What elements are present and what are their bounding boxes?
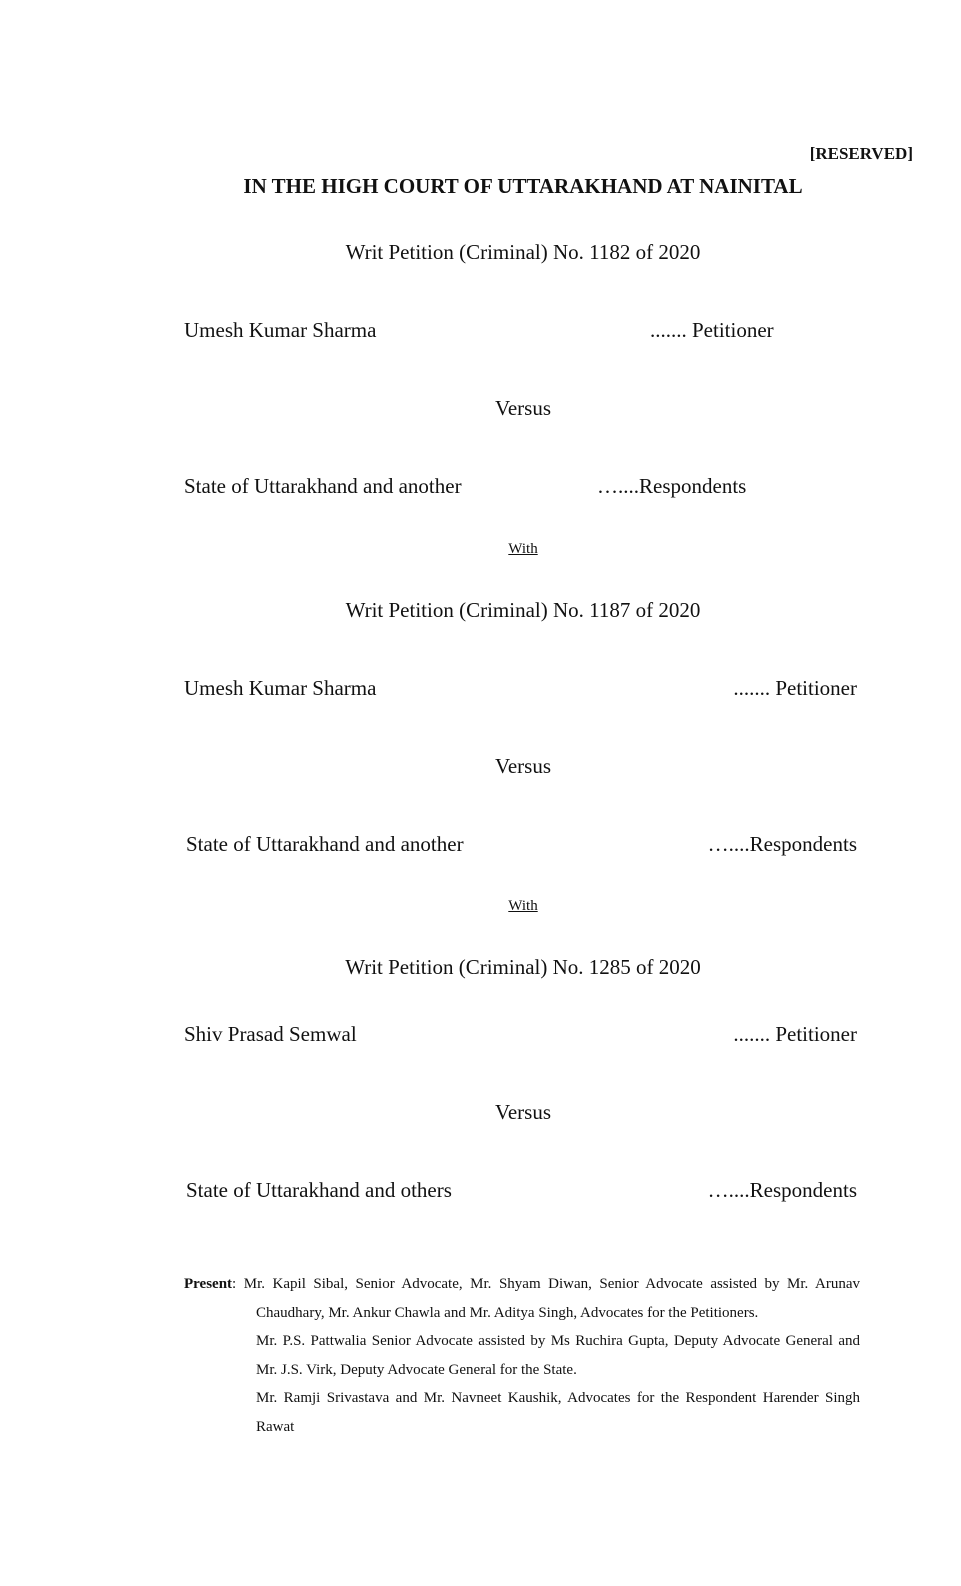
with-label-2: With	[508, 898, 538, 914]
case-2-respondent-role: …....Respondents	[707, 832, 857, 856]
present-label: Present	[184, 1276, 233, 1292]
case-1-respondent: State of Uttarakhand and another	[184, 474, 462, 498]
case-3-petitioner-role: ....... Petitioner	[733, 1022, 857, 1046]
case-1-petitioner: Umesh Kumar Sharma	[184, 318, 377, 342]
case-2-petitioner-role: ....... Petitioner	[733, 676, 857, 700]
case-2-respondent: State of Uttarakhand and another	[186, 832, 464, 856]
present-line-1: Mr. Kapil Sibal, Senior Advocate, Mr. Shyam Diwan, Senior Advocate assisted by Mr. Arunav Chaudhary, Mr. Ankur Chawla and Mr. Aditya Singh, Advocates for the Petitioners.	[243, 1276, 860, 1321]
case-1-respondent-role: …....Respondents	[597, 474, 747, 498]
present-counsel-petitioners: Present: Mr. Kapil Sibal, Senior Advocate, Mr. Shyam Diwan, Senior Advocate assisted by Mr. Arunav Chaudhary, Mr. Ankur Chawla and Mr. Aditya Singh, Advocates for the Petitioners.	[184, 1276, 860, 1321]
present-line-3: Mr. Ramji Srivastava and Mr. Navneet Kaushik, Advocates for the Respondent Harender Singh Rawat	[256, 1390, 860, 1435]
case-3-versus: Versus	[495, 1100, 551, 1124]
case-1-title: Writ Petition (Criminal) No. 1182 of 2020	[345, 240, 701, 264]
case-3-petitioner: Shiv Prasad Semwal	[184, 1022, 357, 1046]
case-3-title: Writ Petition (Criminal) No. 1285 of 2020	[345, 955, 701, 979]
with-label-1: With	[508, 541, 538, 557]
case-1-versus: Versus	[495, 396, 551, 420]
case-2-title: Writ Petition (Criminal) No. 1187 of 2020	[345, 598, 701, 622]
present-line-2: Mr. P.S. Pattwalia Senior Advocate assisted by Ms Ruchira Gupta, Deputy Advocate General and Mr. J.S. Virk, Deputy Advocate General for the State.	[256, 1333, 860, 1378]
case-1-petitioner-role: ....... Petitioner	[650, 318, 774, 342]
present-section	[184, 1270, 860, 1441]
case-2-versus: Versus	[495, 754, 551, 778]
case-3-respondent: State of Uttarakhand and others	[186, 1178, 452, 1202]
reserved-tag: [RESERVED]	[809, 144, 913, 163]
court-title: IN THE HIGH COURT OF UTTARAKHAND AT NAINITAL	[243, 174, 803, 198]
case-3-respondent-role: …....Respondents	[707, 1178, 857, 1202]
case-2-petitioner: Umesh Kumar Sharma	[184, 676, 377, 700]
